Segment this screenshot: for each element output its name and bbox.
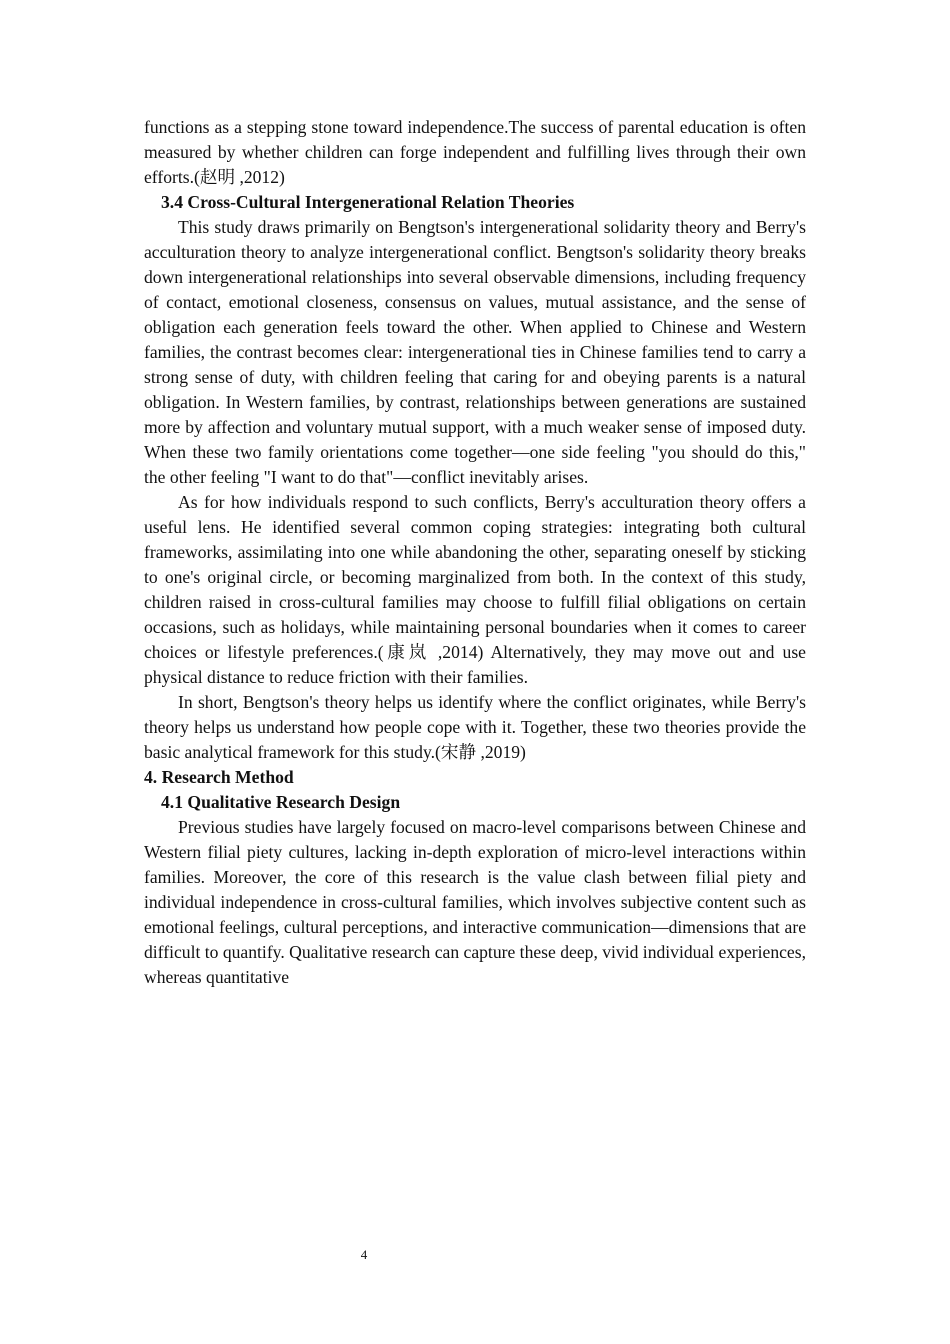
page-number: 4	[360, 1247, 368, 1262]
paragraph-continuation: functions as a stepping stone toward independence.The success of parental education is often measured by whether children can forge independent and fulfilling lives through their own efforts.(赵明 ,2012)	[144, 117, 806, 187]
paragraph-summary: In short, Bengtson's theory helps us identify where the conflict originates, while Berry's theory helps us understand how people cope with it. Together, these two theories provide the basic analytical framework for this study.(宋静 ,2019)	[144, 692, 806, 762]
paragraph-qualitative-design: Previous studies have largely focused on macro-level comparisons between Chinese and Western filial piety cultures, lacking in-depth exploration of micro-level interactions within families. Moreover, the core of this research is the value clash between filial piety and individual independence in cross-cultural families, which involves subjective content such as emotional feelings, cultural perceptions, and interactive communication—dimensions that are difficult to quantify. Qualitative research can capture these deep, vivid individual experiences, whereas quantitative	[144, 817, 806, 987]
section-heading-3-4: 3.4 Cross-Cultural Intergenerational Relation Theories	[161, 192, 575, 212]
section-heading-4-1: 4.1 Qualitative Research Design	[161, 792, 401, 812]
page-body	[144, 115, 806, 990]
section-heading-4: 4. Research Method	[144, 767, 294, 787]
paragraph-acculturation: As for how individuals respond to such conflicts, Berry's acculturation theory offers a useful lens. He identified several common coping strategies: integrating both cultural frameworks, assimilating into one while abandoning the other, separating oneself by sticking to one's original circle, or becoming marginalized from both. In the context of this study, children raised in cross-cultural families may choose to fulfill filial obligations on certain occasions, such as holidays, while maintaining personal boundaries when it comes to career choices or lifestyle preferences.(康岚 ,2014) Alternatively, they may move out and use physical distance to reduce friction with their families.	[144, 492, 806, 687]
paragraph-bengtson-berry: This study draws primarily on Bengtson's intergenerational solidarity theory and Berry's acculturation theory to analyze intergenerational conflict. Bengtson's solidarity theory breaks down intergenerational relationships into several observable dimensions, including frequency of contact, emotional closeness, consensus on values, mutual assistance, and the sense of obligation each generation feels toward the other. When applied to Chinese and Western families, the contrast becomes clear: intergenerational ties in Chinese families tend to carry a strong sense of duty, with children feeling that caring for and obeying parents is a natural obligation. In Western families, by contrast, relationships between generations are sustained more by affection and voluntary mutual support, with a much weaker sense of imposed duty. When these two family orientations come together—one side feeling "you should do this," the other feeling "I want to do that"—conflict inevitably arises.	[144, 217, 806, 487]
